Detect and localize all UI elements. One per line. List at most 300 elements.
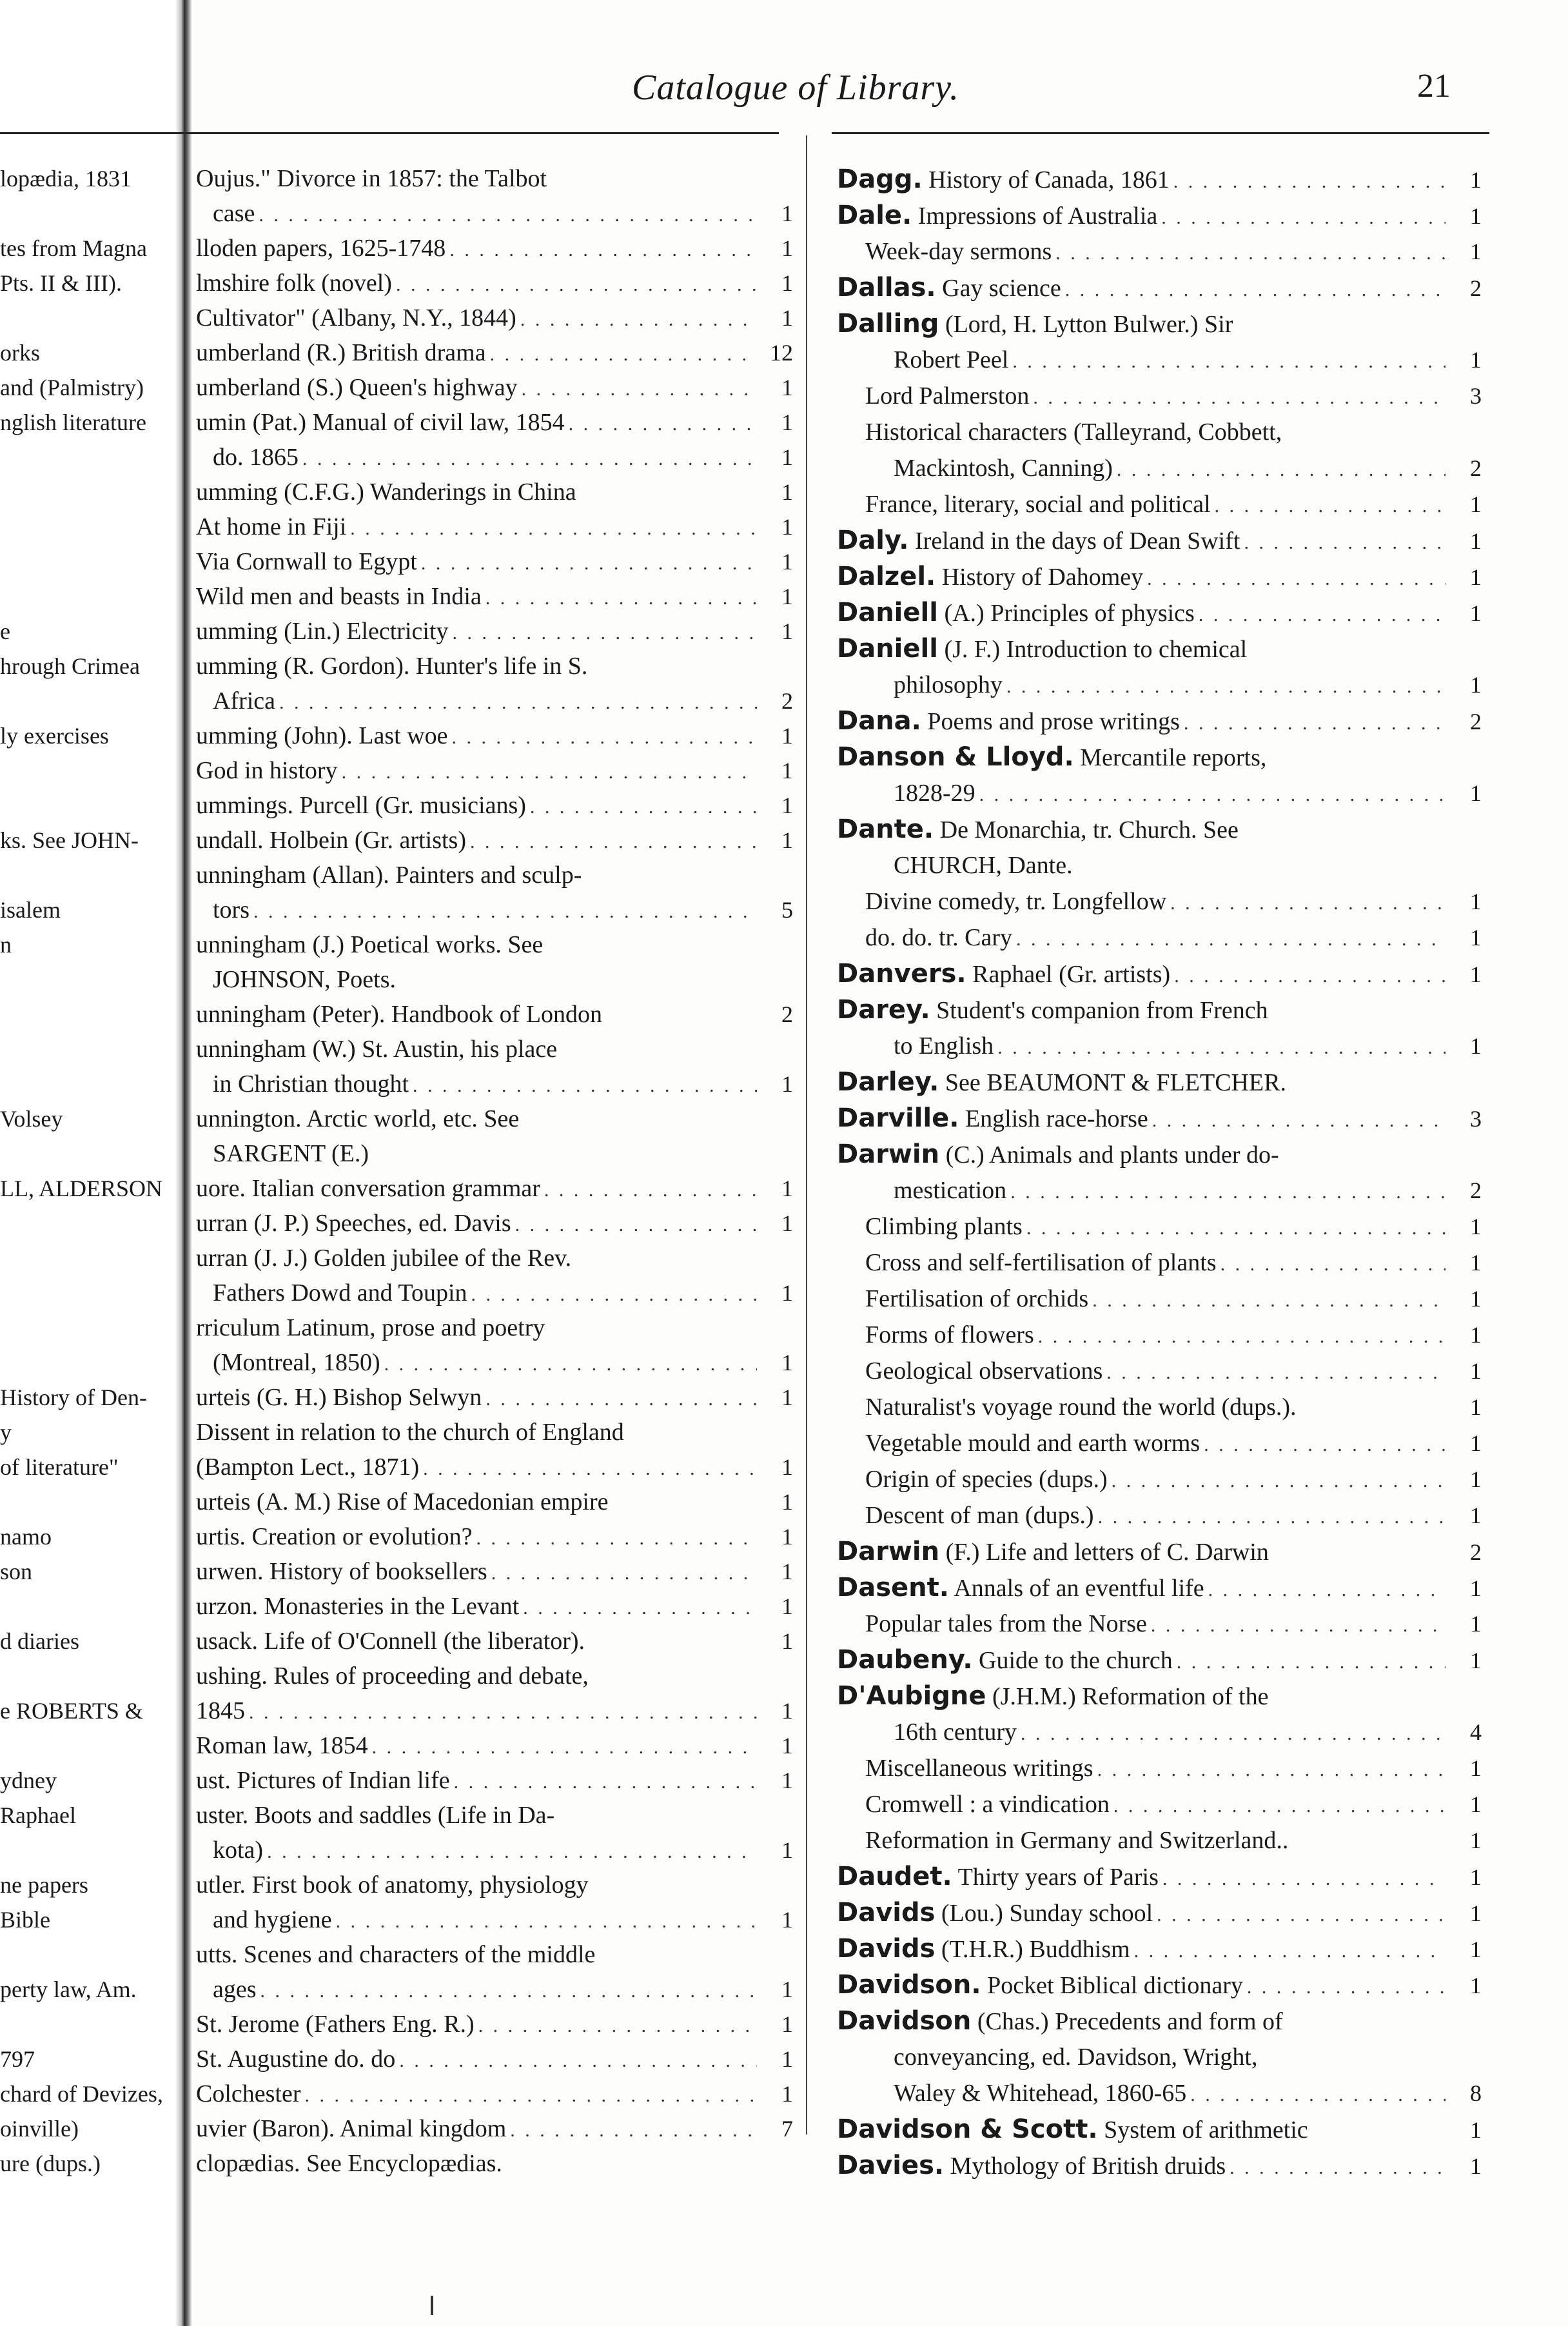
leader-dots [1016, 922, 1446, 958]
volume-count: 1 [1470, 1755, 1482, 1781]
volume-count: 1 [781, 584, 793, 609]
catalogue-entry [837, 414, 1482, 450]
entry-title: philosophy [894, 671, 1003, 698]
entry-text: and hygiene [213, 1906, 332, 1933]
catalogue-entry [837, 1461, 1482, 1497]
author-heading: Darwin [837, 1537, 940, 1566]
catalogue-entry-left [0, 614, 793, 649]
entry-body [837, 667, 1003, 703]
leader-dots [423, 1452, 757, 1486]
entry-body [837, 920, 1012, 956]
entry-body [837, 450, 1113, 486]
catalogue-entry-left [0, 2007, 793, 2042]
volume-count: 1 [1470, 1322, 1482, 1348]
entry-text: Dissent in relation to the church of England [196, 1419, 624, 1446]
volume-count: 1 [1470, 2117, 1482, 2143]
entry-body [837, 1317, 1034, 1353]
catalogue-entry [837, 1317, 1482, 1353]
entry-body [837, 847, 1073, 883]
catalogue-entry-left [0, 231, 793, 266]
catalogue-entry [837, 270, 1482, 306]
author-heading: Dante. [837, 814, 934, 844]
catalogue-entry-left [0, 1728, 793, 1763]
catalogue-entry [837, 522, 1482, 558]
leader-dots [396, 268, 757, 302]
entry-body [837, 1136, 1279, 1173]
entry-body [837, 775, 975, 811]
leader-dots [569, 407, 757, 442]
entry-text: undall. Holbein (Gr. artists) [196, 827, 466, 854]
entry-title: Geological observations [865, 1357, 1103, 1385]
volume-count: 1 [1470, 1286, 1482, 1312]
entry-title: 1828-29 [894, 780, 975, 807]
leader-dots [302, 442, 757, 477]
entry-title: Descent of man (dups.) [865, 1502, 1094, 1529]
catalogue-entry [837, 1353, 1482, 1389]
entry-text: umberland (S.) Queen's highway [196, 374, 518, 401]
entry-title: Reformation in Germany and Switzerland.. [865, 1827, 1289, 1854]
author-heading: Dalling [837, 309, 939, 339]
entry-text: umin (Pat.) Manual of civil law, 1854 [196, 409, 565, 436]
leader-dots [1152, 1103, 1446, 1139]
entry-title: De Monarchia, tr. Church. See [939, 816, 1239, 843]
entry-title: Forms of flowers [865, 1321, 1034, 1348]
entry-body [837, 811, 1239, 848]
author-heading: Davidson & Scott. [837, 2114, 1098, 2144]
entry-body [837, 486, 1211, 522]
leader-dots [515, 1208, 757, 1243]
entry-text: Via Cornwall to Egypt [196, 548, 417, 575]
volume-count: 1 [1470, 1466, 1482, 1492]
catalogue-entry [837, 450, 1482, 486]
catalogue-entry-left [0, 1833, 793, 1868]
leader-dots [478, 2009, 757, 2044]
facing-page-fragment: e [0, 618, 10, 644]
facing-page-fragment: chard of Devizes, [0, 2081, 163, 2107]
entry-body [837, 2147, 1226, 2184]
leader-dots [260, 1974, 757, 2009]
catalogue-entry-left [0, 1763, 793, 1798]
author-heading: Daniell [837, 598, 938, 627]
catalogue-entry-left [0, 1136, 793, 1171]
volume-count: 2 [1470, 1178, 1482, 1203]
catalogue-entry-left [0, 1380, 793, 1415]
entry-text: umming (C.F.G.) Wanderings in China [196, 478, 576, 506]
catalogue-entry-left [0, 1972, 793, 2007]
header-rule-left [0, 132, 779, 134]
author-heading: Dana. [837, 706, 921, 736]
entry-title: do. do. tr. Cary [865, 924, 1012, 951]
catalogue-entry-left [0, 892, 793, 927]
entry-body [837, 631, 1247, 667]
catalogue-entry [837, 2147, 1482, 2183]
leader-dots [449, 233, 757, 268]
volume-count: 1 [781, 1385, 793, 1410]
facing-page-fragment: and (Palmistry) [0, 375, 144, 400]
entry-text: Wild men and beasts in India [196, 583, 482, 610]
volume-count: 1 [1470, 1648, 1482, 1673]
volume-count: 1 [781, 2011, 793, 2037]
catalogue-entry [837, 342, 1482, 378]
entry-body [837, 1750, 1093, 1786]
entry-text: rriculum Latinum, prose and poetry [196, 1314, 545, 1341]
entry-text: Cultivator" (Albany, N.Y., 1844) [196, 304, 516, 331]
entry-title: Climbing plants [865, 1213, 1023, 1240]
volume-count: 1 [1470, 672, 1482, 698]
catalogue-entry-left [0, 753, 793, 788]
volume-count: 3 [1470, 383, 1482, 409]
entry-body [837, 883, 1166, 920]
entry-body [837, 2111, 1308, 2148]
catalogue-entry [837, 1967, 1482, 2003]
catalogue-entry-left [0, 1101, 793, 1136]
volume-count: 1 [781, 1837, 793, 1863]
volume-count: 1 [781, 1698, 793, 1724]
leader-dots [1097, 1752, 1446, 1788]
entry-title: Mercantile reports, [1080, 744, 1267, 771]
catalogue-entry [837, 1931, 1482, 1967]
volume-count: 8 [1470, 2080, 1482, 2106]
entry-title: Gay science [942, 275, 1061, 302]
volume-count: 1 [1470, 1611, 1482, 1637]
entry-title: Historical characters (Talleyrand, Cobbett, [865, 419, 1282, 446]
facing-page-fragment: ydney [0, 1768, 57, 1793]
entry-text: utler. First book of anatomy, physiology [196, 1871, 589, 1898]
volume-count: 1 [781, 201, 793, 226]
leader-dots [1147, 561, 1446, 597]
leader-dots [485, 581, 757, 616]
catalogue-entry-left [0, 684, 793, 718]
catalogue-entry [837, 775, 1482, 811]
catalogue-entry [837, 739, 1482, 775]
entry-text: Africa [213, 687, 276, 715]
catalogue-entry [837, 197, 1482, 233]
catalogue-entry-left [0, 1067, 793, 1101]
leader-dots [523, 1591, 757, 1626]
catalogue-entry-left [0, 1902, 793, 1937]
leader-dots [979, 777, 1446, 813]
volume-count: 1 [781, 1454, 793, 1480]
volume-count: 1 [1470, 1503, 1482, 1528]
entry-title: (F.) Life and letters of C. Darwin [945, 1539, 1269, 1566]
author-heading: Darley. [837, 1067, 939, 1097]
entry-body [837, 2039, 1257, 2075]
catalogue-entry-left [0, 1798, 793, 1833]
leader-dots [1244, 525, 1446, 561]
entry-title: History of Canada, 1861 [928, 166, 1170, 193]
volume-count: 1 [781, 1210, 793, 1236]
volume-count: 1 [1470, 1828, 1482, 1853]
entry-text: ust. Pictures of Indian life [196, 1767, 450, 1794]
volume-count: 1 [781, 444, 793, 470]
volume-count: 1 [1470, 1864, 1482, 1890]
entry-title: Pocket Biblical dictionary [987, 1972, 1243, 1999]
volume-count: 1 [1470, 564, 1482, 590]
leader-dots [544, 1173, 757, 1208]
entry-title: (C.) Animals and plants under do- [945, 1141, 1279, 1168]
volume-count: 1 [781, 514, 793, 540]
entry-title: History of Dahomey [941, 564, 1144, 591]
entry-text: unningham (Allan). Painters and sculp- [196, 862, 582, 889]
volume-count: 1 [781, 479, 793, 505]
leader-dots [476, 1521, 757, 1556]
catalogue-entry [837, 1064, 1482, 1100]
entry-text: unningham (Peter). Handbook of London [196, 1001, 603, 1028]
leader-dots [471, 1277, 757, 1312]
catalogue-entry [837, 1750, 1482, 1786]
volume-count: 1 [781, 618, 793, 644]
facing-page-fragment: perty law, Am. [0, 1976, 137, 2002]
author-heading: Dalzel. [837, 562, 936, 591]
leader-dots [470, 825, 757, 860]
catalogue-entry-left [0, 1345, 793, 1380]
entry-body [837, 2003, 1283, 2040]
catalogue-entry [837, 2039, 1482, 2075]
leader-dots [1021, 1716, 1446, 1752]
catalogue-entry [837, 920, 1482, 956]
entry-text: usack. Life of O'Connell (the liberator). [196, 1628, 585, 1655]
catalogue-entry-left [0, 927, 793, 962]
catalogue-entry-left [0, 1171, 793, 1206]
entry-text: case [213, 200, 255, 227]
volume-count: 1 [781, 1280, 793, 1306]
facing-page-fragment: tes from Magna [0, 235, 147, 261]
volume-count: 1 [1470, 1033, 1482, 1059]
volume-count: 1 [781, 1071, 793, 1097]
author-heading: Danvers. [837, 959, 966, 989]
entry-text: do. 1865 [213, 444, 299, 471]
header-rule-right [832, 132, 1489, 134]
author-heading: Daudet. [837, 1862, 952, 1891]
entry-body [837, 1714, 1017, 1750]
catalogue-entry-left [0, 335, 793, 370]
volume-count: 1 [781, 375, 793, 400]
facing-page-fragment: nglish literature [0, 409, 146, 435]
catalogue-entry [837, 1606, 1482, 1642]
facing-page-fragment: isalem [0, 897, 61, 923]
leader-dots [1170, 885, 1446, 922]
catalogue-entry-left [0, 2111, 793, 2146]
volume-count: 12 [770, 340, 793, 366]
entry-text: uvier (Baron). Animal kingdom [196, 2115, 507, 2142]
catalogue-entry-left [0, 440, 793, 475]
entry-body [837, 1100, 1148, 1137]
facing-page-fragment: ure (dups.) [0, 2151, 101, 2176]
page-title: Catalogue of Library. [632, 68, 959, 108]
leader-dots [336, 1904, 757, 1939]
leader-dots [1215, 488, 1446, 524]
author-heading: Dagg. [837, 164, 923, 194]
leader-dots [453, 616, 757, 651]
catalogue-entry [837, 595, 1482, 631]
entry-title: See BEAUMONT & FLETCHER. [945, 1069, 1287, 1096]
catalogue-entry [837, 847, 1482, 883]
entry-title: Week-day sermons [865, 238, 1052, 265]
entry-title: Mythology of British druids [950, 2153, 1226, 2180]
volume-count: 1 [781, 1907, 793, 1933]
catalogue-entry [837, 558, 1482, 595]
catalogue-entry [837, 1714, 1482, 1750]
entry-text: urwen. History of booksellers [196, 1558, 487, 1585]
volume-count: 1 [781, 2046, 793, 2072]
entry-text: ummings. Purcell (Gr. musicians) [196, 792, 526, 819]
entry-title: (J.H.M.) Reformation of the [992, 1683, 1269, 1710]
entry-text: lmshire folk (novel) [196, 270, 392, 297]
author-heading: Davids [837, 1934, 936, 1964]
entry-body [837, 1678, 1268, 1715]
entry-title: Annals of an eventful life [954, 1575, 1204, 1602]
leader-dots [1038, 1319, 1446, 1355]
facing-page-fragment: of literature" [0, 1454, 119, 1480]
entry-text: umming (Lin.) Electricity [196, 618, 449, 645]
leader-dots [372, 1730, 757, 1765]
author-heading: Davidson. [837, 1970, 981, 2000]
entry-body [837, 1425, 1200, 1461]
right-column [837, 161, 1482, 2183]
facing-page-fragment: d diaries [0, 1628, 79, 1654]
leader-dots [485, 1382, 757, 1417]
catalogue-entry-left [0, 1659, 793, 1693]
catalogue-entry [837, 1100, 1482, 1136]
catalogue-entry [837, 1136, 1482, 1172]
entry-text: lloden papers, 1625-1748 [196, 235, 446, 262]
catalogue-entry-left [0, 997, 793, 1032]
leader-dots [1162, 1861, 1446, 1897]
entry-text: kota) [213, 1837, 264, 1864]
author-heading: Darwin [837, 1139, 940, 1169]
facing-page-fragment: Volsey [0, 1106, 63, 1132]
entry-text: God in history [196, 757, 338, 784]
entry-text: umming (R. Gordon). Hunter's life in S. [196, 653, 588, 680]
volume-count: 1 [1470, 1394, 1482, 1420]
entry-body [837, 992, 1268, 1029]
leader-dots [1112, 1463, 1446, 1499]
entry-body [837, 1642, 1173, 1679]
entry-text: unnington. Arctic world, etc. See [196, 1105, 520, 1132]
volume-count: 1 [781, 793, 793, 818]
entry-text: urtis. Creation or evolution? [196, 1523, 473, 1550]
entry-title: Vegetable mould and earth worms [865, 1430, 1200, 1457]
leader-dots [1006, 669, 1446, 705]
catalogue-entry-left [0, 649, 793, 684]
leader-dots [1106, 1355, 1446, 1391]
volume-count: 1 [781, 1350, 793, 1375]
leader-dots [1174, 958, 1446, 994]
entry-text: in Christian thought [213, 1070, 409, 1098]
volume-count: 1 [1470, 1430, 1482, 1456]
catalogue-entry [837, 1570, 1482, 1606]
facing-page-fragment: 797 [0, 2046, 35, 2072]
catalogue-entry-left [0, 161, 793, 196]
entry-body [837, 1245, 1217, 1281]
volume-count: 1 [781, 1768, 793, 1793]
entry-title: Cross and self-fertilisation of plants [865, 1249, 1217, 1276]
leader-dots [1065, 272, 1446, 308]
entry-text: urteis (A. M.) Rise of Macedonian empire [196, 1488, 609, 1515]
facing-page-fragment: orks [0, 340, 40, 366]
entry-title: Impressions of Australia [917, 202, 1158, 230]
volume-count: 2 [1470, 709, 1482, 734]
volume-count: 1 [1470, 1575, 1482, 1601]
entry-text: urteis (G. H.) Bishop Selwyn [196, 1384, 482, 1411]
volume-count: 1 [1470, 2153, 1482, 2179]
entry-title: Popular tales from the Norse [865, 1610, 1147, 1637]
author-heading: Dale. [837, 201, 912, 230]
leader-dots [249, 1695, 757, 1730]
entry-body [837, 1028, 994, 1064]
entry-title: System of arithmetic [1104, 2116, 1308, 2144]
volume-count: 2 [1470, 455, 1482, 481]
catalogue-entry [837, 1497, 1482, 1533]
catalogue-entry-left [0, 2076, 793, 2111]
entry-title: Origin of species (dups.) [865, 1466, 1108, 1493]
entry-text: unningham (J.) Poetical works. See [196, 931, 544, 958]
entry-text: ushing. Rules of proceeding and debate, [196, 1662, 589, 1690]
entry-body [837, 1497, 1094, 1533]
volume-count: 1 [1470, 1214, 1482, 1239]
volume-count: 1 [781, 1524, 793, 1550]
entry-body [837, 1931, 1130, 1967]
catalogue-entry-left [0, 1624, 793, 1659]
entry-body [837, 1606, 1147, 1642]
facing-page-fragment: ly exercises [0, 723, 109, 749]
leader-dots [1033, 380, 1446, 416]
page-foot-mark [431, 2296, 433, 2315]
leader-dots [1204, 1427, 1446, 1463]
entry-text: urran (J. J.) Golden jubilee of the Rev. [196, 1245, 572, 1272]
volume-count: 1 [1470, 925, 1482, 951]
catalogue-entry-left [0, 544, 793, 579]
entry-text: uore. Italian conversation grammar [196, 1175, 540, 1202]
volume-count: 1 [1470, 1937, 1482, 1962]
leader-dots [279, 685, 757, 720]
leader-dots [1208, 1572, 1446, 1608]
catalogue-entry [837, 486, 1482, 522]
catalogue-entry [837, 1533, 1482, 1570]
volume-count: 1 [781, 1593, 793, 1619]
catalogue-entry-left [0, 718, 793, 753]
entry-title: Guide to the church [979, 1647, 1173, 1674]
author-heading: Dallas. [837, 273, 936, 302]
leader-dots [413, 1069, 757, 1103]
entry-body [837, 270, 1061, 306]
catalogue-entry [837, 811, 1482, 847]
left-column [0, 161, 793, 2181]
entry-body [837, 1786, 1110, 1822]
volume-count: 1 [1470, 780, 1482, 806]
entry-title: Mackintosh, Canning) [894, 455, 1113, 482]
author-heading: Danson & Lloyd. [837, 742, 1074, 772]
leader-dots [1055, 235, 1446, 271]
leader-dots [997, 1030, 1446, 1066]
volume-count: 1 [1470, 1900, 1482, 1926]
entry-body [837, 1858, 1159, 1895]
catalogue-entry-left [0, 1310, 793, 1345]
entry-title: Lord Palmerston [865, 382, 1030, 409]
catalogue-entry-left [0, 1484, 793, 1519]
entry-body [837, 233, 1052, 270]
catalogue-entry [837, 306, 1482, 342]
leader-dots [1184, 705, 1446, 742]
leader-dots [1012, 344, 1446, 380]
catalogue-entry-left [0, 1589, 793, 1624]
volume-count: 1 [1470, 600, 1482, 626]
facing-page-fragment: son [0, 1559, 33, 1584]
volume-count: 1 [781, 235, 793, 261]
volume-count: 1 [781, 1559, 793, 1584]
entry-title: (J. F.) Introduction to chemical [944, 636, 1248, 663]
entry-body [837, 1570, 1204, 1606]
